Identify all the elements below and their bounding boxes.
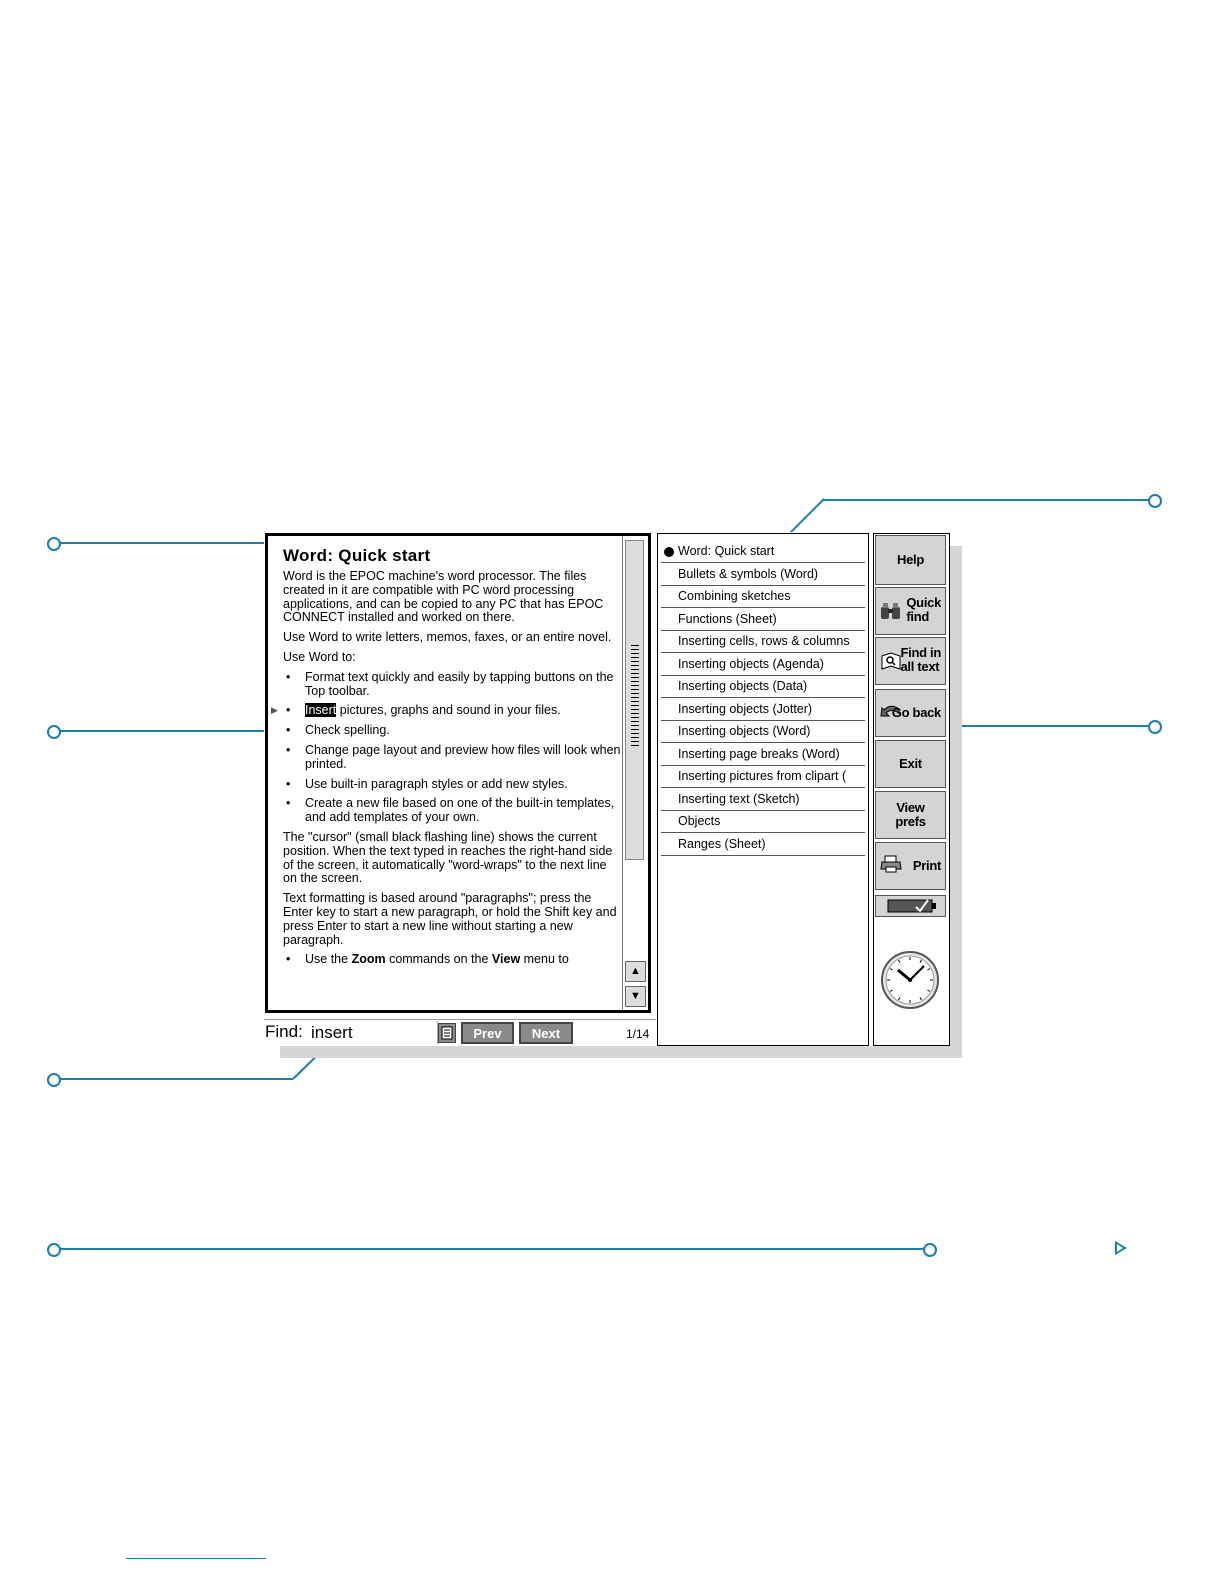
topic-item[interactable]: Inserting objects (Agenda) (661, 654, 865, 676)
find-bar (264, 1019, 656, 1046)
binoculars-icon (880, 601, 902, 621)
selected-bullet-icon (664, 547, 674, 557)
bullet-list (271, 669, 621, 825)
exit-button[interactable]: Exit (875, 740, 946, 788)
find-label: Find: (265, 1022, 303, 1041)
view-prefs-button[interactable]: View prefs (875, 791, 946, 839)
print-button[interactable]: Print (875, 842, 946, 890)
bullet-list (283, 953, 621, 967)
bullet-item: • Check spelling. (283, 724, 621, 738)
footer-rule (126, 1558, 266, 1559)
topic-item[interactable]: Inserting pictures from clipart ( (661, 766, 865, 788)
find-input[interactable] (309, 1021, 438, 1044)
topic-item[interactable]: Inserting objects (Word) (661, 721, 865, 743)
match-marker-icon: • ▶ (271, 705, 278, 716)
find-in-all-text-button[interactable]: Find in all text (875, 637, 946, 685)
body-paragraph: Word is the EPOC machine's word processor. The files created in it are compatible with PC word processing applications, and can be copied to any PC that has EPOC CONNECT installed and worked on there. (283, 569, 604, 625)
list-matches-button[interactable] (438, 1023, 456, 1043)
side-toolbar (873, 533, 950, 1046)
book-search-icon (880, 651, 902, 671)
vertical-scrollbar[interactable] (622, 536, 646, 1010)
topic-item[interactable]: Objects (661, 811, 865, 833)
bullet-item: • Change page layout and preview how files will look when printed. (283, 744, 621, 772)
clock-icon (880, 950, 940, 1010)
battery-indicator (875, 895, 946, 917)
list-icon (439, 1024, 455, 1042)
topic-item[interactable]: Inserting objects (Jotter) (661, 699, 865, 721)
topic-item[interactable]: Inserting cells, rows & columns (661, 631, 865, 653)
bullet-item-highlighted (271, 703, 621, 718)
topic-item[interactable]: Ranges (Sheet) (661, 834, 865, 856)
topic-list[interactable] (657, 533, 869, 1046)
quick-find-button[interactable]: Quick find (875, 587, 946, 635)
topic-item[interactable]: Inserting objects (Data) (661, 676, 865, 698)
printer-icon (880, 854, 902, 874)
bullet-text: pictures, graphs and sound in your files. (339, 703, 561, 718)
topic-item[interactable]: Bullets & symbols (Word) (661, 564, 865, 586)
battery-icon (876, 896, 945, 916)
help-button[interactable]: Help (875, 535, 946, 585)
body-paragraph: The "cursor" (small black flashing line) shows the current position. When the text typed in reaches the right-hand side of the screen, it automatically "word-wraps" to the next line on the screen. (283, 829, 613, 886)
body-paragraph: Use Word to: (283, 649, 356, 664)
topic-item[interactable]: Combining sketches (661, 586, 865, 608)
scroll-grip-icon (631, 645, 639, 749)
bullet-item: • Format text quickly and easily by tapping buttons on the Top toolbar. (283, 671, 621, 699)
scroll-down-button[interactable]: ▼ (625, 986, 646, 1007)
prev-button[interactable]: Prev (461, 1022, 514, 1044)
body-paragraph: Text formatting is based around "paragraphs"; press the Enter key to start a new paragraph, or hold the Shift key and press Enter to start a new line without starting a new paragraph. (283, 891, 617, 947)
scroll-up-button[interactable]: ▲ (625, 961, 646, 982)
match-count: 1/14 (626, 1027, 650, 1041)
topic-item[interactable]: Inserting text (Sketch) (661, 789, 865, 811)
next-button[interactable]: Next (519, 1022, 573, 1044)
bullet-item: • Create a new file based on one of the built-in templates, and add templates of your own. (283, 797, 621, 825)
search-match-highlight[interactable]: Insert (305, 703, 337, 718)
body-paragraph: Use Word to write letters, memos, faxes, or an entire novel. (283, 630, 612, 645)
scrollbar-thumb[interactable] (625, 540, 644, 860)
topic-body (271, 569, 621, 973)
go-back-button[interactable]: Go back (875, 689, 946, 737)
topic-item-selected[interactable]: Word: Quick start (661, 541, 865, 563)
next-page-arrow-icon[interactable] (1115, 1241, 1127, 1255)
topic-title: Word: Quick start (283, 546, 431, 565)
bullet-item: • Use the Zoom commands on the View menu to (283, 953, 621, 967)
bullet-item: • Use built-in paragraph styles or add new styles. (283, 778, 621, 792)
help-text-pane[interactable] (265, 533, 651, 1013)
topic-item[interactable]: Functions (Sheet) (661, 609, 865, 631)
topic-item[interactable]: Inserting page breaks (Word) (661, 744, 865, 766)
